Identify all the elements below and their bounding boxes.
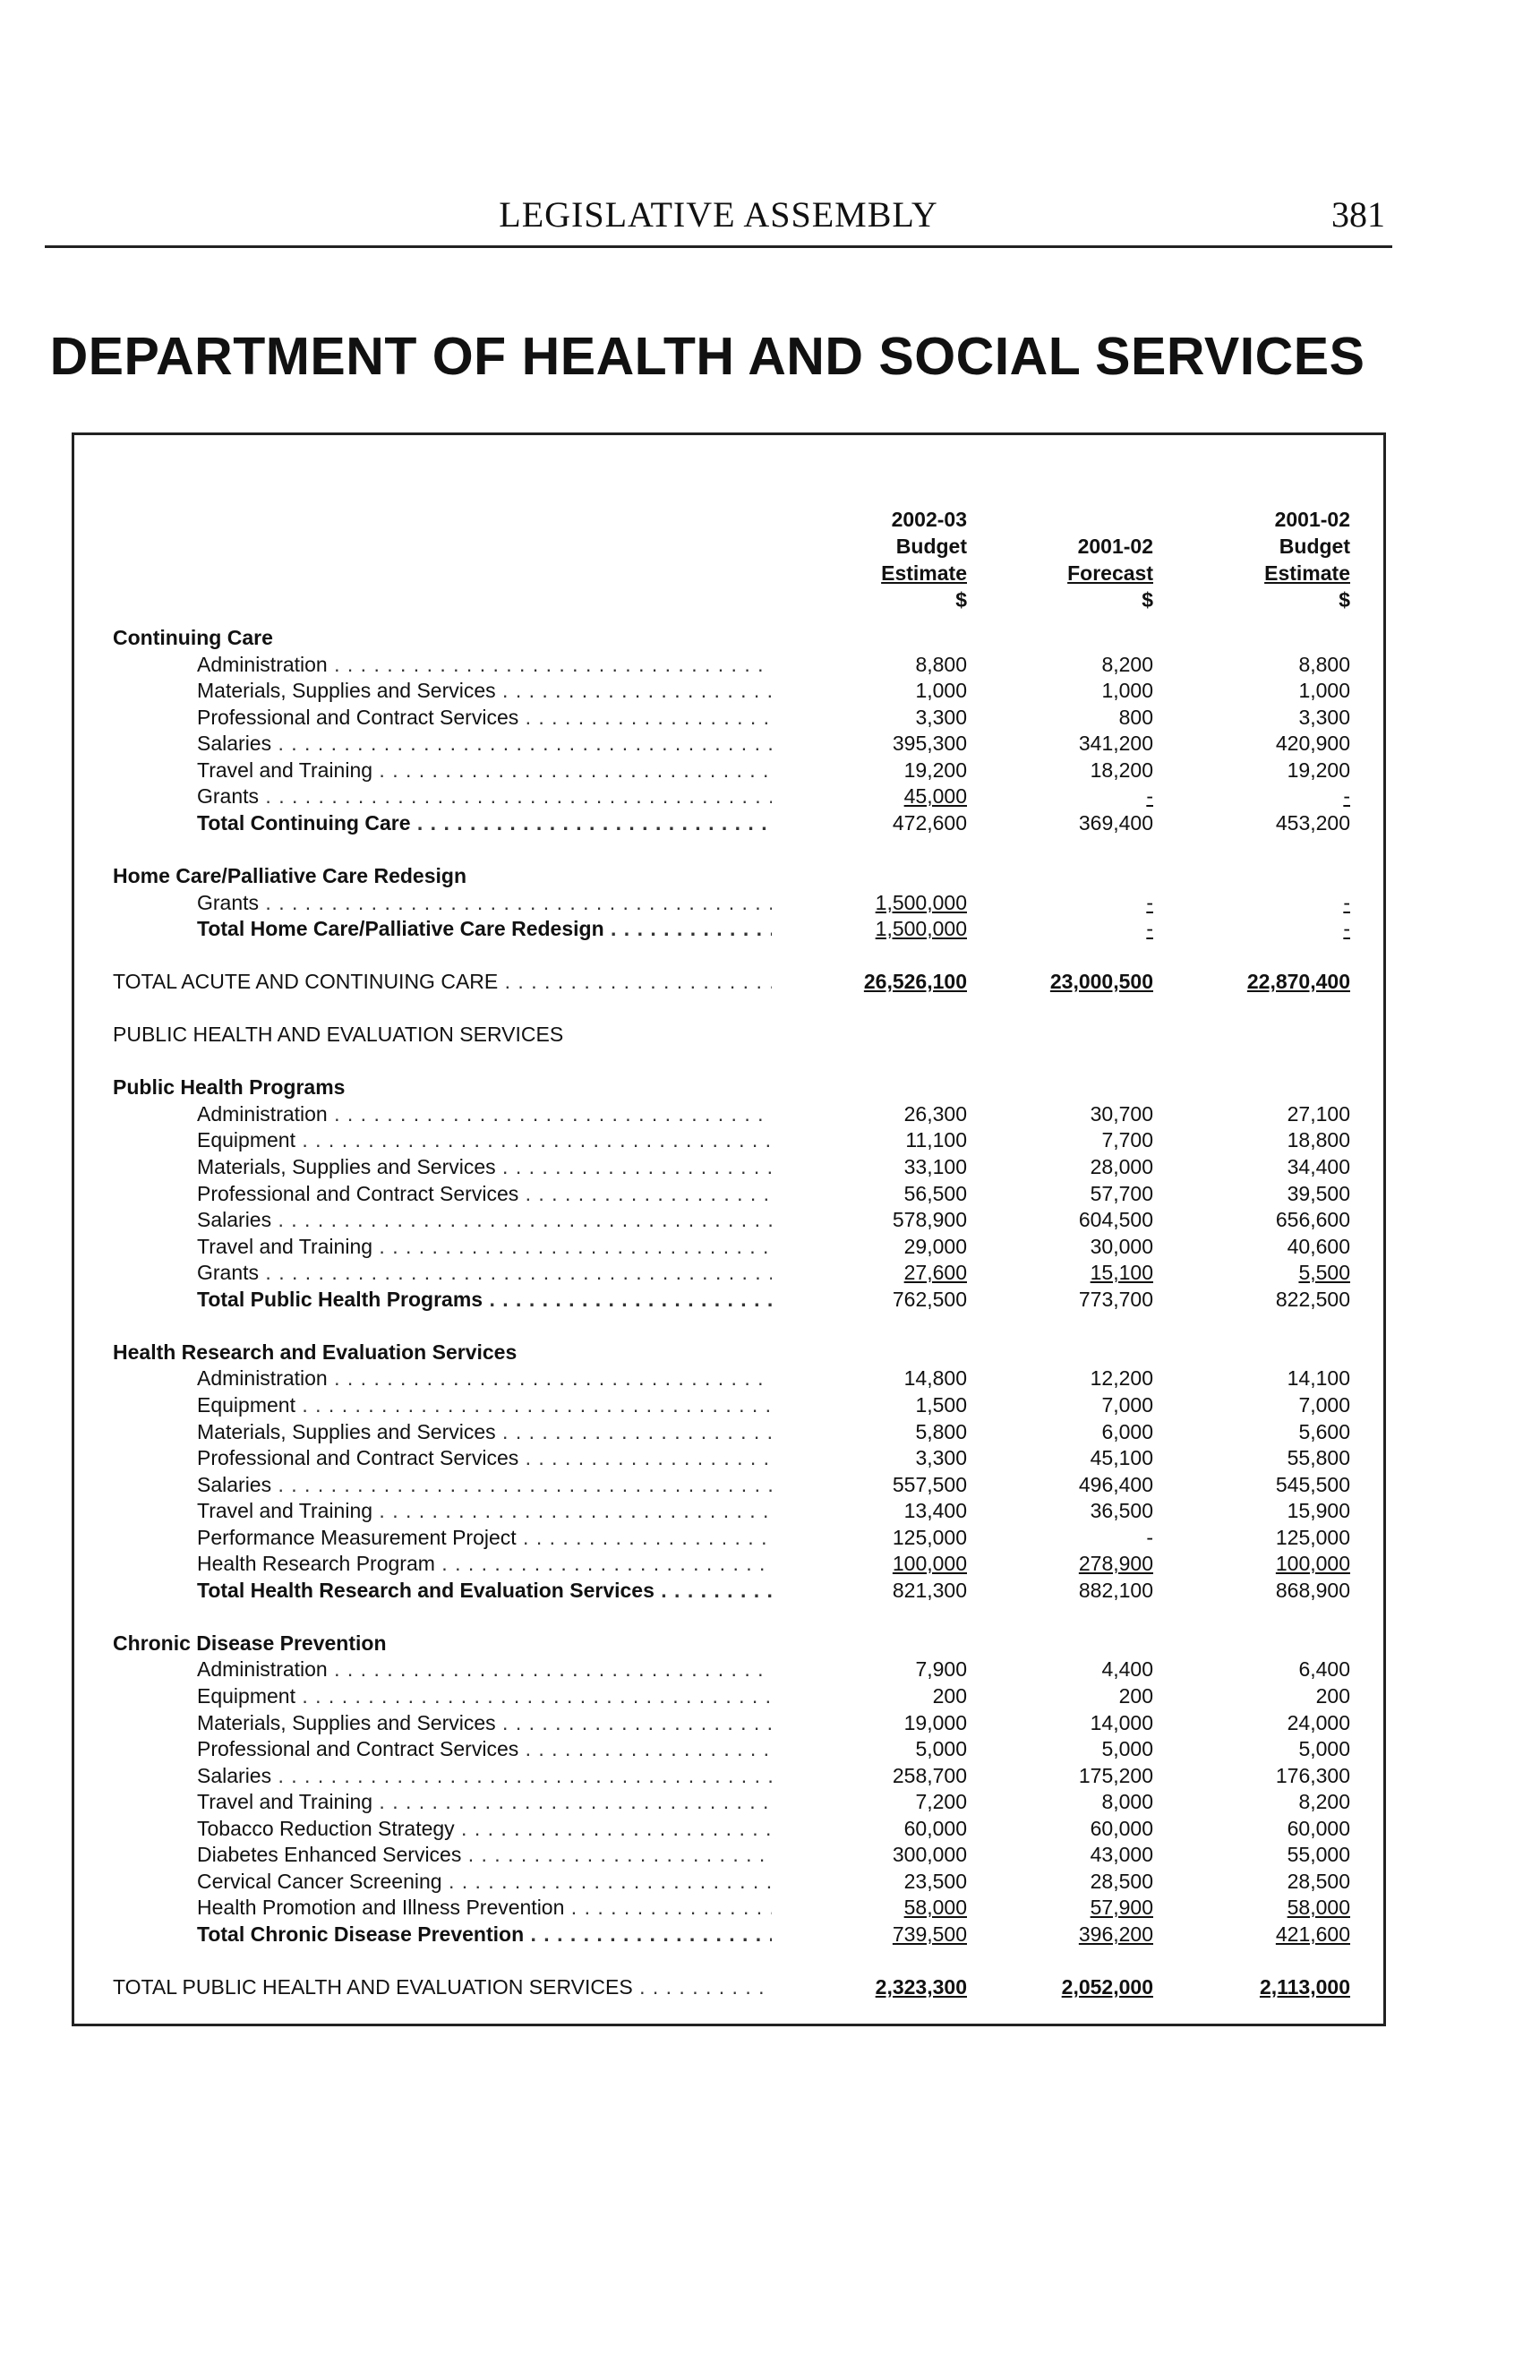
table-cell-value: 22,870,400 — [1246, 970, 1350, 993]
table-cell-value: - — [1343, 917, 1350, 940]
table-cell-value: 7,200 — [915, 1790, 967, 1813]
table-cell-value: 176,300 — [1275, 1764, 1350, 1787]
table-cell-value: 8,800 — [1298, 653, 1350, 676]
table-cell-value: 100,000 — [892, 1552, 967, 1575]
table-cell-value: 278,900 — [1078, 1552, 1153, 1575]
table-cell-value: 15,100 — [1090, 1261, 1153, 1284]
table-cell-value: 5,000 — [915, 1737, 967, 1760]
table-cell-value: 8,800 — [915, 653, 967, 676]
table-cell-value: 28,500 — [1090, 1870, 1153, 1893]
table-cell-value: 3,300 — [1298, 706, 1350, 729]
column-header-line: Forecast — [1067, 561, 1153, 585]
table-cell-value: 23,000,500 — [1049, 970, 1153, 993]
table-cell-value: - — [1343, 891, 1350, 914]
table-cell-value: 472,600 — [892, 811, 967, 835]
table-cell-value: 1,500 — [915, 1393, 967, 1417]
table-row — [0, 1948, 1540, 1974]
row-label: Materials, Supplies and Services . . . — [197, 1418, 772, 1445]
row-label: Travel and Training . . . — [197, 1788, 772, 1815]
row-label: Equipment . . . — [197, 1682, 772, 1709]
table-row — [0, 1206, 1540, 1233]
table-row — [0, 942, 1540, 969]
table-cell-value: 7,000 — [1101, 1393, 1153, 1417]
row-label: Total Continuing Care . . . — [197, 809, 772, 836]
table-cell-value: 7,000 — [1298, 1393, 1350, 1417]
row-label: Grants . . . — [197, 889, 772, 916]
row-label: Materials, Supplies and Services . . . — [197, 1709, 772, 1736]
table-cell-value: 39,500 — [1287, 1182, 1350, 1205]
table-cell-value: - — [1146, 784, 1153, 808]
table-cell-value: 369,400 — [1078, 811, 1153, 835]
row-label: Health Research and Evaluation Services — [113, 1340, 518, 1364]
table-row — [0, 1444, 1540, 1471]
table-cell-value: 26,300 — [903, 1102, 967, 1126]
table-row — [0, 1471, 1540, 1498]
table-row — [0, 704, 1540, 731]
column-header-line: 2001-02 — [1077, 535, 1153, 558]
table-cell-value: 739,500 — [892, 1922, 967, 1946]
table-cell-value: 100,000 — [1275, 1552, 1350, 1575]
table-cell-value: 453,200 — [1275, 811, 1350, 835]
row-label: Professional and Contract Services . . . — [197, 1735, 772, 1762]
table-cell-value: 5,500 — [1298, 1261, 1350, 1284]
row-label: Health Research Program . . . — [197, 1550, 772, 1577]
column-header-line: Budget — [895, 535, 967, 558]
column-header-budget-2001-02 — [1264, 506, 1350, 613]
table-cell-value: 57,700 — [1090, 1182, 1153, 1205]
table-cell-value: 545,500 — [1275, 1473, 1350, 1496]
table-row — [0, 915, 1540, 942]
column-header-line: 2002-03 — [891, 508, 967, 531]
row-label: Salaries . . . — [197, 1471, 772, 1498]
table-cell-value: 13,400 — [903, 1499, 967, 1522]
table-cell-value: 2,052,000 — [1061, 1975, 1153, 1999]
table-row — [0, 1180, 1540, 1207]
row-label: Administration . . . — [197, 1365, 772, 1391]
table-cell-value: 5,000 — [1101, 1737, 1153, 1760]
row-label: Performance Measurement Project . . . — [197, 1524, 772, 1551]
row-label: Total Home Care/Palliative Care Redesign . . . — [197, 915, 772, 942]
table-cell-value: 421,600 — [1275, 1922, 1350, 1946]
table-row — [0, 677, 1540, 704]
table-cell-value: 60,000 — [1090, 1817, 1153, 1840]
table-row — [0, 1577, 1540, 1604]
row-label: Professional and Contract Services . . . — [197, 1180, 772, 1207]
table-cell-value: - — [1343, 784, 1350, 808]
table-cell-value: 125,000 — [1275, 1526, 1350, 1549]
table-cell-value: 45,100 — [1090, 1446, 1153, 1469]
table-row — [0, 1524, 1540, 1551]
table-cell-value: 7,700 — [1101, 1128, 1153, 1151]
table-cell-value: 14,800 — [903, 1366, 967, 1390]
table-cell-value: 14,000 — [1090, 1711, 1153, 1734]
running-title: LEGISLATIVE ASSEMBLY — [499, 194, 938, 235]
column-header-line: 2001-02 — [1274, 508, 1350, 531]
row-label: Administration . . . — [197, 1100, 772, 1127]
table-cell-value: 200 — [1118, 1684, 1153, 1708]
table-cell-value: 1,000 — [915, 679, 967, 702]
table-row — [0, 1286, 1540, 1313]
table-cell-value: 420,900 — [1275, 732, 1350, 755]
table-row — [0, 624, 1540, 651]
table-cell-value: 1,000 — [1298, 679, 1350, 702]
table-cell-value: 7,900 — [915, 1657, 967, 1681]
table-row — [0, 1418, 1540, 1445]
table-cell-value: 28,000 — [1090, 1155, 1153, 1178]
table-cell-value: 19,200 — [903, 758, 967, 782]
table-cell-value: 56,500 — [903, 1182, 967, 1205]
table-cell-value: 29,000 — [903, 1235, 967, 1258]
table-row — [0, 1021, 1540, 1048]
table-row — [0, 889, 1540, 916]
table-cell-value: 396,200 — [1078, 1922, 1153, 1946]
row-label: Professional and Contract Services . . . — [197, 704, 772, 731]
table-cell-value: 36,500 — [1090, 1499, 1153, 1522]
row-label: Salaries . . . — [197, 1206, 772, 1233]
table-cell-value: 8,200 — [1298, 1790, 1350, 1813]
table-cell-value: 1,500,000 — [875, 917, 967, 940]
table-cell-value: 200 — [932, 1684, 967, 1708]
column-header-budget-2002-03 — [881, 506, 967, 613]
table-row — [0, 1841, 1540, 1868]
table-row — [0, 1100, 1540, 1127]
table-cell-value: 5,600 — [1298, 1420, 1350, 1443]
table-cell-value: 57,900 — [1090, 1896, 1153, 1919]
table-cell-value: 496,400 — [1078, 1473, 1153, 1496]
table-row — [0, 1259, 1540, 1286]
table-cell-value: 656,600 — [1275, 1208, 1350, 1231]
table-row — [0, 1973, 1540, 2000]
table-cell-value: 30,000 — [1090, 1235, 1153, 1258]
row-label: Salaries . . . — [197, 730, 772, 757]
table-cell-value: 1,000 — [1101, 679, 1153, 702]
table-cell-value: 33,100 — [903, 1155, 967, 1178]
table-cell-value: 258,700 — [892, 1764, 967, 1787]
table-cell-value: 2,323,300 — [875, 1975, 967, 1999]
table-cell-value: 578,900 — [892, 1208, 967, 1231]
table-cell-value: 200 — [1315, 1684, 1350, 1708]
column-header-unit: $ — [1339, 588, 1350, 612]
table-cell-value: 23,500 — [903, 1870, 967, 1893]
page-number: 381 — [1331, 194, 1385, 235]
table-cell-value: 5,800 — [915, 1420, 967, 1443]
table-row — [0, 1709, 1540, 1736]
table-cell-value: 604,500 — [1078, 1208, 1153, 1231]
table-cell-value: 3,300 — [915, 1446, 967, 1469]
column-header-line: Estimate — [881, 561, 967, 585]
table-cell-value: 19,000 — [903, 1711, 967, 1734]
table-cell-value: 2,113,000 — [1259, 1975, 1350, 1999]
table-cell-value: 821,300 — [892, 1579, 967, 1602]
table-cell-value: 175,200 — [1078, 1764, 1153, 1787]
table-cell-value: 58,000 — [1287, 1896, 1350, 1919]
table-row — [0, 1682, 1540, 1709]
row-label: Cervical Cancer Screening . . . — [197, 1868, 772, 1895]
row-label: TOTAL ACUTE AND CONTINUING CARE . . . — [113, 968, 772, 995]
table-cell-value: 1,500,000 — [875, 891, 967, 914]
table-row — [0, 1921, 1540, 1948]
row-label: TOTAL PUBLIC HEALTH AND EVALUATION SERVICES . . . — [113, 1973, 772, 2000]
page-title: DEPARTMENT OF HEALTH AND SOCIAL SERVICES — [49, 327, 1365, 386]
column-header-unit: $ — [955, 588, 967, 612]
table-cell-value: 40,600 — [1287, 1235, 1350, 1258]
row-label: Travel and Training . . . — [197, 757, 772, 783]
table-cell-value: - — [1146, 891, 1153, 914]
column-header-line: Budget — [1279, 535, 1350, 558]
table-cell-value: 60,000 — [903, 1817, 967, 1840]
table-cell-value: 26,526,100 — [863, 970, 967, 993]
table-row — [0, 757, 1540, 783]
row-label: Total Health Research and Evaluation Services . . . — [197, 1577, 772, 1604]
table-row — [0, 809, 1540, 836]
table-row — [0, 651, 1540, 678]
row-label: Diabetes Enhanced Services . . . — [197, 1841, 772, 1868]
table-cell-value: 773,700 — [1078, 1288, 1153, 1311]
column-header-forecast-2001-02 — [1067, 506, 1153, 613]
row-label: Administration . . . — [197, 1656, 772, 1682]
table-cell-value: 4,400 — [1101, 1657, 1153, 1681]
row-label: Travel and Training . . . — [197, 1233, 772, 1260]
column-header-line — [1067, 506, 1153, 533]
table-cell-value: 3,300 — [915, 706, 967, 729]
table-cell-value: 868,900 — [1275, 1579, 1350, 1602]
table-row — [0, 1074, 1540, 1100]
table-cell-value: 8,200 — [1101, 653, 1153, 676]
table-row — [0, 1762, 1540, 1789]
table-row — [0, 1894, 1540, 1921]
table-cell-value: 6,000 — [1101, 1420, 1153, 1443]
table-row — [0, 1233, 1540, 1260]
table-row — [0, 1153, 1540, 1180]
table-row — [0, 730, 1540, 757]
table-cell-value: 8,000 — [1101, 1790, 1153, 1813]
table-row — [0, 1788, 1540, 1815]
table-row — [0, 1630, 1540, 1657]
table-cell-value: 27,100 — [1287, 1102, 1350, 1126]
table-cell-value: 27,600 — [903, 1261, 967, 1284]
row-label: Health Promotion and Illness Prevention . . . — [197, 1894, 772, 1921]
table-row — [0, 1391, 1540, 1418]
row-label: Total Public Health Programs . . . — [197, 1286, 772, 1313]
table-cell-value: 300,000 — [892, 1843, 967, 1866]
column-header-unit: $ — [1142, 588, 1153, 612]
table-cell-value: 43,000 — [1090, 1843, 1153, 1866]
row-label: Continuing Care — [113, 626, 273, 649]
table-row — [0, 1497, 1540, 1524]
table-row — [0, 1868, 1540, 1895]
table-row — [0, 1815, 1540, 1842]
row-label: Tobacco Reduction Strategy . . . — [197, 1815, 772, 1842]
table-cell-value: 762,500 — [892, 1288, 967, 1311]
table-cell-value: 55,800 — [1287, 1446, 1350, 1469]
row-label: Professional and Contract Services . . . — [197, 1444, 772, 1471]
table-cell-value: 55,000 — [1287, 1843, 1350, 1866]
table-row — [0, 1339, 1540, 1366]
table-cell-value: 6,400 — [1298, 1657, 1350, 1681]
table-cell-value: 11,100 — [905, 1128, 967, 1151]
running-header — [45, 192, 1392, 248]
row-label: Equipment . . . — [197, 1126, 772, 1153]
row-label: Equipment . . . — [197, 1391, 772, 1418]
row-label: Salaries . . . — [197, 1762, 772, 1789]
row-label: Travel and Training . . . — [197, 1497, 772, 1524]
table-cell-value: - — [1146, 917, 1153, 940]
column-header-line: Estimate — [1264, 561, 1350, 585]
table-cell-value: 18,200 — [1090, 758, 1153, 782]
table-cell-value: 24,000 — [1287, 1711, 1350, 1734]
table-cell-value: 30,700 — [1090, 1102, 1153, 1126]
table-row — [0, 1365, 1540, 1391]
table-row — [0, 862, 1540, 889]
table-cell-value: 14,100 — [1287, 1366, 1350, 1390]
table-cell-value: 34,400 — [1287, 1155, 1350, 1178]
table-cell-value: 800 — [1118, 706, 1153, 729]
row-label: Grants . . . — [197, 783, 772, 809]
table-cell-value: 28,500 — [1287, 1870, 1350, 1893]
table-cell-value: 45,000 — [903, 784, 967, 808]
table-cell-value: 60,000 — [1287, 1817, 1350, 1840]
table-row — [0, 1656, 1540, 1682]
row-label: Materials, Supplies and Services . . . — [197, 677, 772, 704]
table-cell-value: 341,200 — [1078, 732, 1153, 755]
table-row — [0, 1312, 1540, 1339]
table-row — [0, 995, 1540, 1022]
row-label: Grants . . . — [197, 1259, 772, 1286]
row-label: Materials, Supplies and Services . . . — [197, 1153, 772, 1180]
table-cell-value: 125,000 — [892, 1526, 967, 1549]
table-row — [0, 1048, 1540, 1074]
table-row — [0, 783, 1540, 809]
table-cell-value: 58,000 — [903, 1896, 967, 1919]
row-label: Public Health Programs — [113, 1075, 346, 1099]
row-label: Total Chronic Disease Prevention . . . — [197, 1921, 772, 1948]
row-label: Home Care/Palliative Care Redesign — [113, 864, 466, 887]
row-label: PUBLIC HEALTH AND EVALUATION SERVICES — [113, 1023, 564, 1046]
table-cell-value: 882,100 — [1078, 1579, 1153, 1602]
row-label: Administration . . . — [197, 651, 772, 678]
table-row — [0, 1603, 1540, 1630]
table-row — [0, 1550, 1540, 1577]
table-cell-value: 5,000 — [1298, 1737, 1350, 1760]
table-cell-value: 822,500 — [1275, 1288, 1350, 1311]
table-row — [0, 1126, 1540, 1153]
table-cell-value: 12,200 — [1090, 1366, 1153, 1390]
table-cell-value: 395,300 — [892, 732, 967, 755]
row-label: Chronic Disease Prevention — [113, 1631, 387, 1655]
table-row — [0, 1735, 1540, 1762]
table-row — [0, 968, 1540, 995]
table-cell-value: 15,900 — [1287, 1499, 1350, 1522]
table-cell-value: 557,500 — [892, 1473, 967, 1496]
table-cell-value: 19,200 — [1287, 758, 1350, 782]
table-cell-value: - — [1146, 1526, 1153, 1549]
table-cell-value: 18,800 — [1287, 1128, 1350, 1151]
table-row — [0, 835, 1540, 862]
